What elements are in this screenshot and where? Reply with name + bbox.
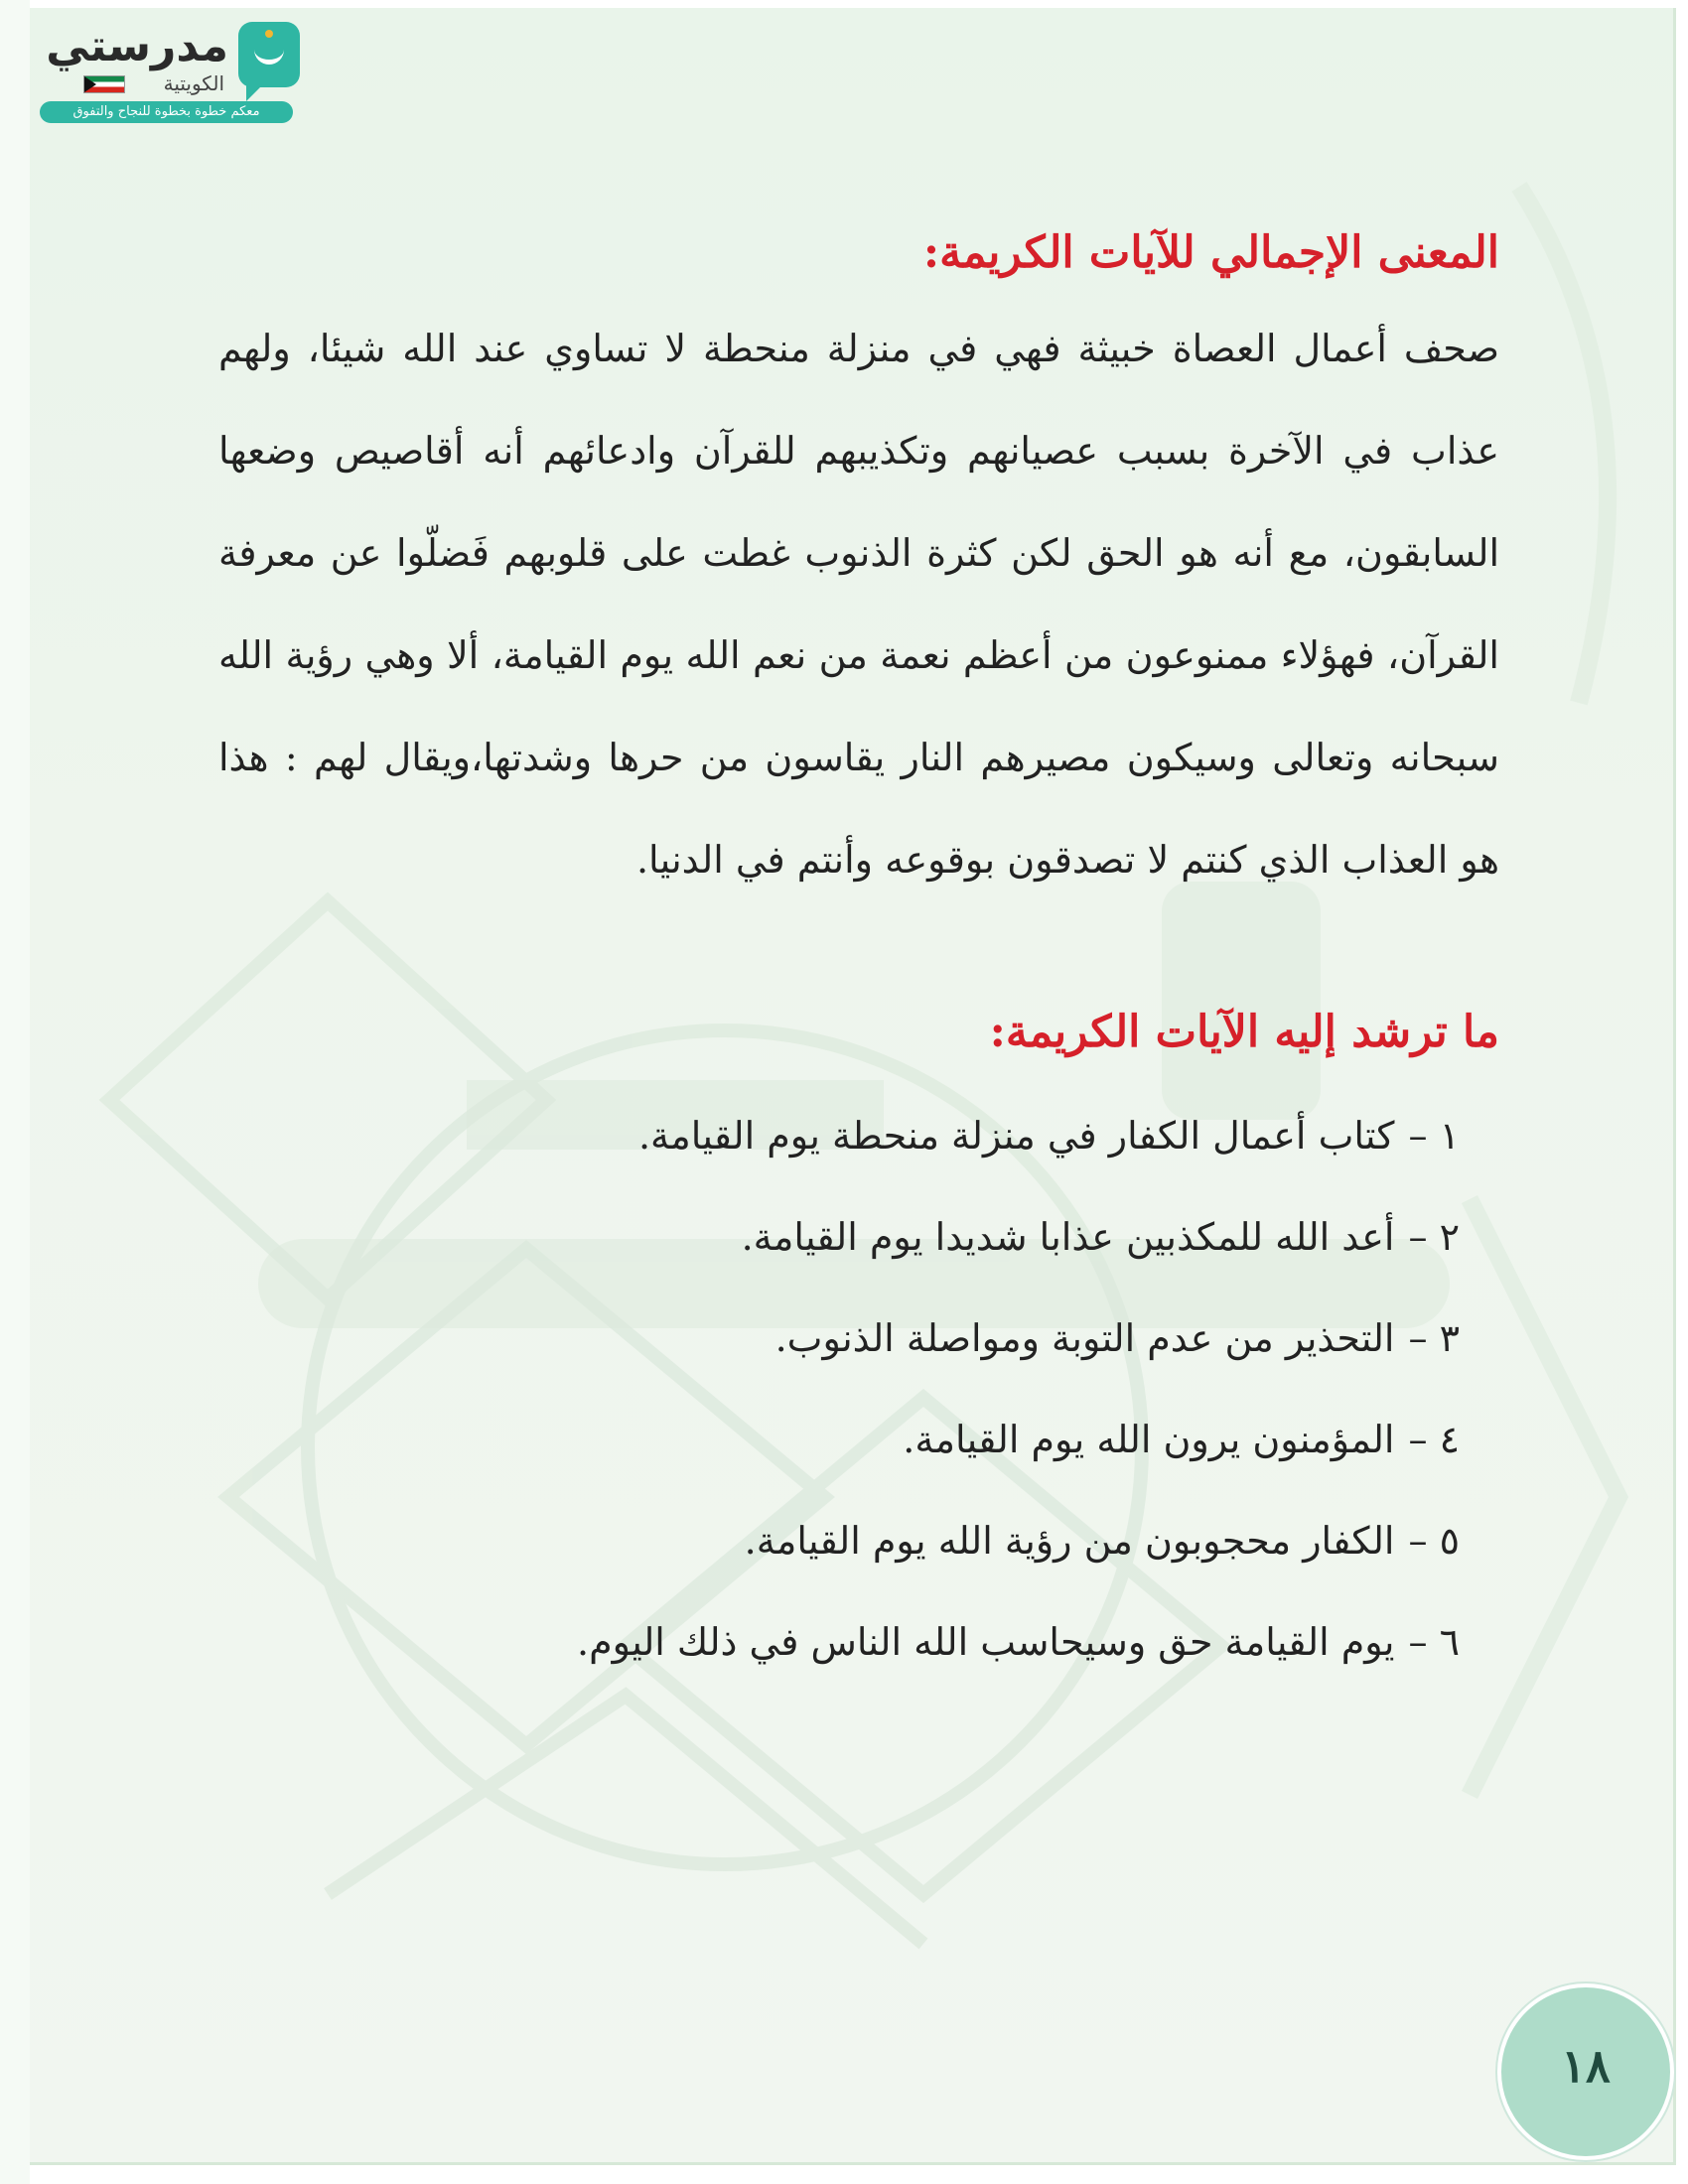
guidance-list	[218, 1085, 1499, 1693]
page-number-badge	[1497, 1983, 1674, 2160]
page-left-margin	[0, 0, 30, 2184]
logo-bubble-icon	[238, 22, 300, 87]
brand-subtitle: الكويتية	[163, 71, 224, 95]
list-item: ٤ –المؤمنون يرون الله يوم القيامة.	[903, 1418, 1460, 1461]
section-title-overall-meaning: المعنى الإجمالي للآيات الكريمة:	[922, 227, 1499, 278]
guidance-section	[218, 988, 1499, 1693]
list-item: ١ –كتاب أعمال الكفار في منزلة منحطة يوم القيامة.	[637, 1114, 1460, 1158]
list-item: ٣ –التحذير من عدم التوبة ومواصلة الذنوب.	[774, 1316, 1460, 1360]
page-number: ١٨	[1561, 2039, 1611, 2093]
kuwait-flag-icon	[83, 75, 125, 93]
list-item: ٥ –الكفار محجوبون من رؤية الله يوم القيامة.	[744, 1519, 1460, 1563]
brand-tagline: معكم خطوة بخطوة للنجاح والتفوق	[40, 101, 293, 123]
brand-name: مدرستي	[46, 21, 228, 71]
section-title-guidance: ما ترشد إليه الآيات الكريمة:	[989, 1007, 1499, 1057]
overall-meaning-section	[218, 208, 1499, 911]
overall-meaning-paragraph: صحف أعمال العصاة خبيثة فهي في منزلة منحطة لا تساوي عند الله شيئا، ولهم عذاب في الآخرة بسبب عصيانهم وتكذيبهم للقرآن وادعائهم أنه أقاصيص وضعها السابقون، مع أنه هو الحق لكن كثرة الذنوب غطت على قلوبهم فَضلّوا عن معرفة القرآن، فهؤلاء ممنوعون من أعظم نعمة من نعم الله يوم القيامة، ألا وهي رؤية الله سبحانه وتعالى وسيكون مصيرهم النار يقاسون من حرها وشدتها،ويقال لهم : هذا هو العذاب الذي كنتم لا تصدقون بوقوعه وأنتم في الدنيا.	[218, 327, 1499, 882]
list-item: ٢ –أعد الله للمكذبين عذابا شديدا يوم القيامة.	[741, 1215, 1460, 1259]
brand-logo	[40, 22, 298, 131]
list-item: ٦ –يوم القيامة حق وسيحاسب الله الناس في ذلك اليوم.	[577, 1620, 1460, 1664]
